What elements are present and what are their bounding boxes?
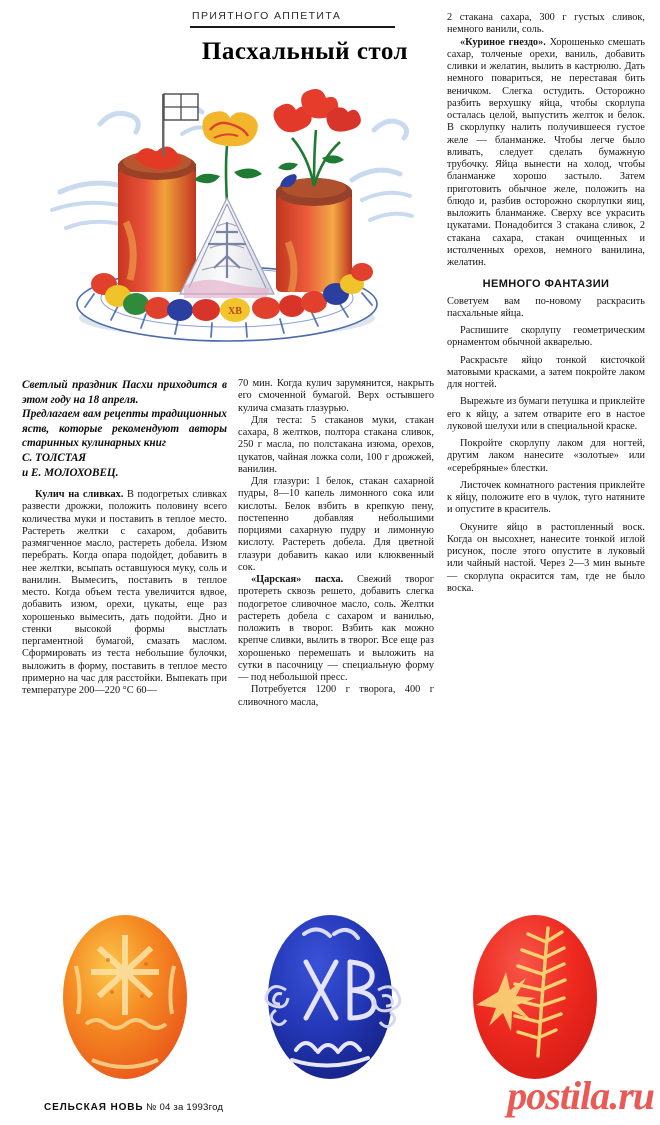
recipe-paskha-body: Свежий творог протереть сквозь решето, добавить слегка подогретое сливочное масло, соль. Желтки растереть добела с сахаром и ванилью, положить в творог. Взбить как можно крепче сливки, вылить в творог. Все еще раз хорошенько перемешать и выложить на сутки в пасочницу — специальную форму — под небольшой пресс. [238,574,434,683]
intro-block [22,378,227,480]
ingredients-paskha: Потребуется 1200 г творога, 400 г сливочного масла, [238,684,434,708]
blue-egg [266,915,400,1079]
postila-watermark: postila.ru [507,1073,654,1118]
publication-name: СЕЛЬСКАЯ НОВЬ [44,1102,144,1113]
flower-center [194,111,262,202]
red-tulips [273,89,360,132]
section-kicker: ПРИЯТНОГО АППЕТИТА [192,10,342,22]
recipe-kulich-paragraph [22,489,227,697]
red-egg [473,915,597,1079]
tip-item: Раскрасьте яйцо тонкой кисточкой матовыми красками, а затем покройте лаком для ногтей. [447,354,645,390]
page-title: Пасхальный стол [201,38,409,65]
recipe-gnezdo-lead: «Куриное гнездо». [460,36,546,48]
ingredients-glaze: Для глазури: 1 белок, стакан сахарной пудры, 8—10 капель лимонного сока или кислоты. Белок взбить в крепкую пену, постепенно добавляя небольшими порциями сахарную пудру и лимонную кислоту. Растереть добела. Для цветной глазури добавить какао или клюквенный сок. [238,476,434,573]
flower-bouquet-right [273,89,360,187]
recipe-tsarskaya-paskha [238,574,434,684]
kulich-right [276,178,352,292]
decorated-eggs-gallery [0,900,660,1095]
recipe-kulich-lead: Кулич на сливках. [35,489,124,501]
intro-line-2: Предлагаем вам рецепты традиционных яств, которые рекомендуют авторы старинных кулинарных книг [22,408,227,450]
eggs-svg [0,900,660,1095]
tips-intro: Советуем вам по-новому раскрасить пасхальные яйца. [447,295,645,319]
paskha-ingredients-continuation: 2 стакана сахара, 300 г густых сливок, немного ванили, соль. [447,12,645,36]
kulich-continuation: 70 мин. Когда кулич зарумянится, накрыть его смоченной бумагой. Верх остывшего кулича смазать глазурью. [238,378,434,414]
kulich-left [118,94,198,292]
tip-item: Листочек комнатного растения приклейте к яйцу, положите его в чулок, туго натяните и опустите в краситель. [447,479,645,516]
publication-issue: № 04 за 1993год [146,1102,224,1113]
tip-item: Распишите скорлупу геометрическим орнаментом обычной акварелью. [447,325,645,349]
kicker-divider [190,26,395,28]
easter-table-illustration [22,72,432,362]
masthead [190,10,430,66]
orange-egg [63,915,187,1079]
tip-item: Окуните яйцо в растопленный воск. Когда он высохнет, нанесите тонкой иглой рисунок, после этого опустите в луковый или чайный настой. Через 2—3 мин выньте — скорлупа окрасится там, где не было воска. [447,521,645,594]
intro-line-1: Светлый праздник Пасхи приходится в этом году на 18 апреля. [22,379,227,406]
tip-item: Вырежьте из бумаги петушка и приклейте его к яйцу, а затем отварите его в настое луковой шелухи или в специальной краске. [447,396,645,432]
tip-item: Покройте скорлупу лаком для ногтей, другим лаком нанесите «золотые» или «серебряные» блестки. [447,438,645,474]
text-column-3 [447,12,645,595]
intro-author-1: С. ТОЛСТАЯ [22,451,87,464]
easter-table-svg [22,72,432,362]
intro-author-2: и Е. МОЛОХОВЕЦ. [22,466,119,479]
recipe-paskha-lead: «Царская» пасха. [251,574,344,585]
recipe-gnezdo-body: Хорошенько смешать сахар, толченые орехи, ваниль, добавить сливки и желатин, вылить в кастрюлю. Дать немного повариться, не переставая бить веничком. Слегка остудить. Осторожно разбить верхушку яйца, чтобы скорлупа осталась целой, выпустить желток и белок. В скорлупку налить получившееся густое желе — бланманже. Чтобы легче было вливать, следует сделать бумажную трубочку. Яйца вынести на холод, чтобы бланманже хорошо застыло. Затем приготовить обычное желе, положить на блюдо и, разбив осторожно скорлупки яиц, выложить бланманже. Сверху все украсить цукатами. Понадобится 3 стакана сливок, 2 стакана сахара, стакан очищенных и истолченных орехов, немного ванилина, желатин. [447,36,645,268]
ingredients-dough: Для теста: 5 стаканов муки, стакан сахара, 8 желтков, полтора стакана сливок, 250 г масла, по полстакана изюма, орехов, цукатов, чайная ложка соли, 100 г дрожжей, ванилин. [238,414,434,475]
publication-footer [44,1102,223,1113]
text-column-2 [238,378,434,709]
egg-hv-text: ХВ [228,306,242,317]
subhead-fantasy: НЕМНОГО ФАНТАЗИИ [482,278,610,291]
recipe-kulich-body: В подогретых сливках развести дрожжи, положить половину всего количества муки и поставить в теплое место. Растереть желтки с сахаром, добавить размягченное масло, растереть добела. Изюм перебрать. Когда опара подойдет, добавить в нее желтки, всыпать оставшуюся муку, соль и ванилин. Вымесить, поставить в теплое место. Когда объем теста увеличится вдвое, добавить изюм, орехи, цукаты, еще раз хорошенько вымесить, дать подойти. Дно и стенки высокой формы выстлать пергаментной бумагой, смазать маслом. Сформировать из теста небольшие булочки, выложить в форму, поставить в теплое место примерно на час для расстойки. Выпекать при температуре 200—220 °C 60— [22,489,227,697]
recipe-kurinoe-gnezdo [447,37,645,270]
text-column-1 [22,378,227,697]
